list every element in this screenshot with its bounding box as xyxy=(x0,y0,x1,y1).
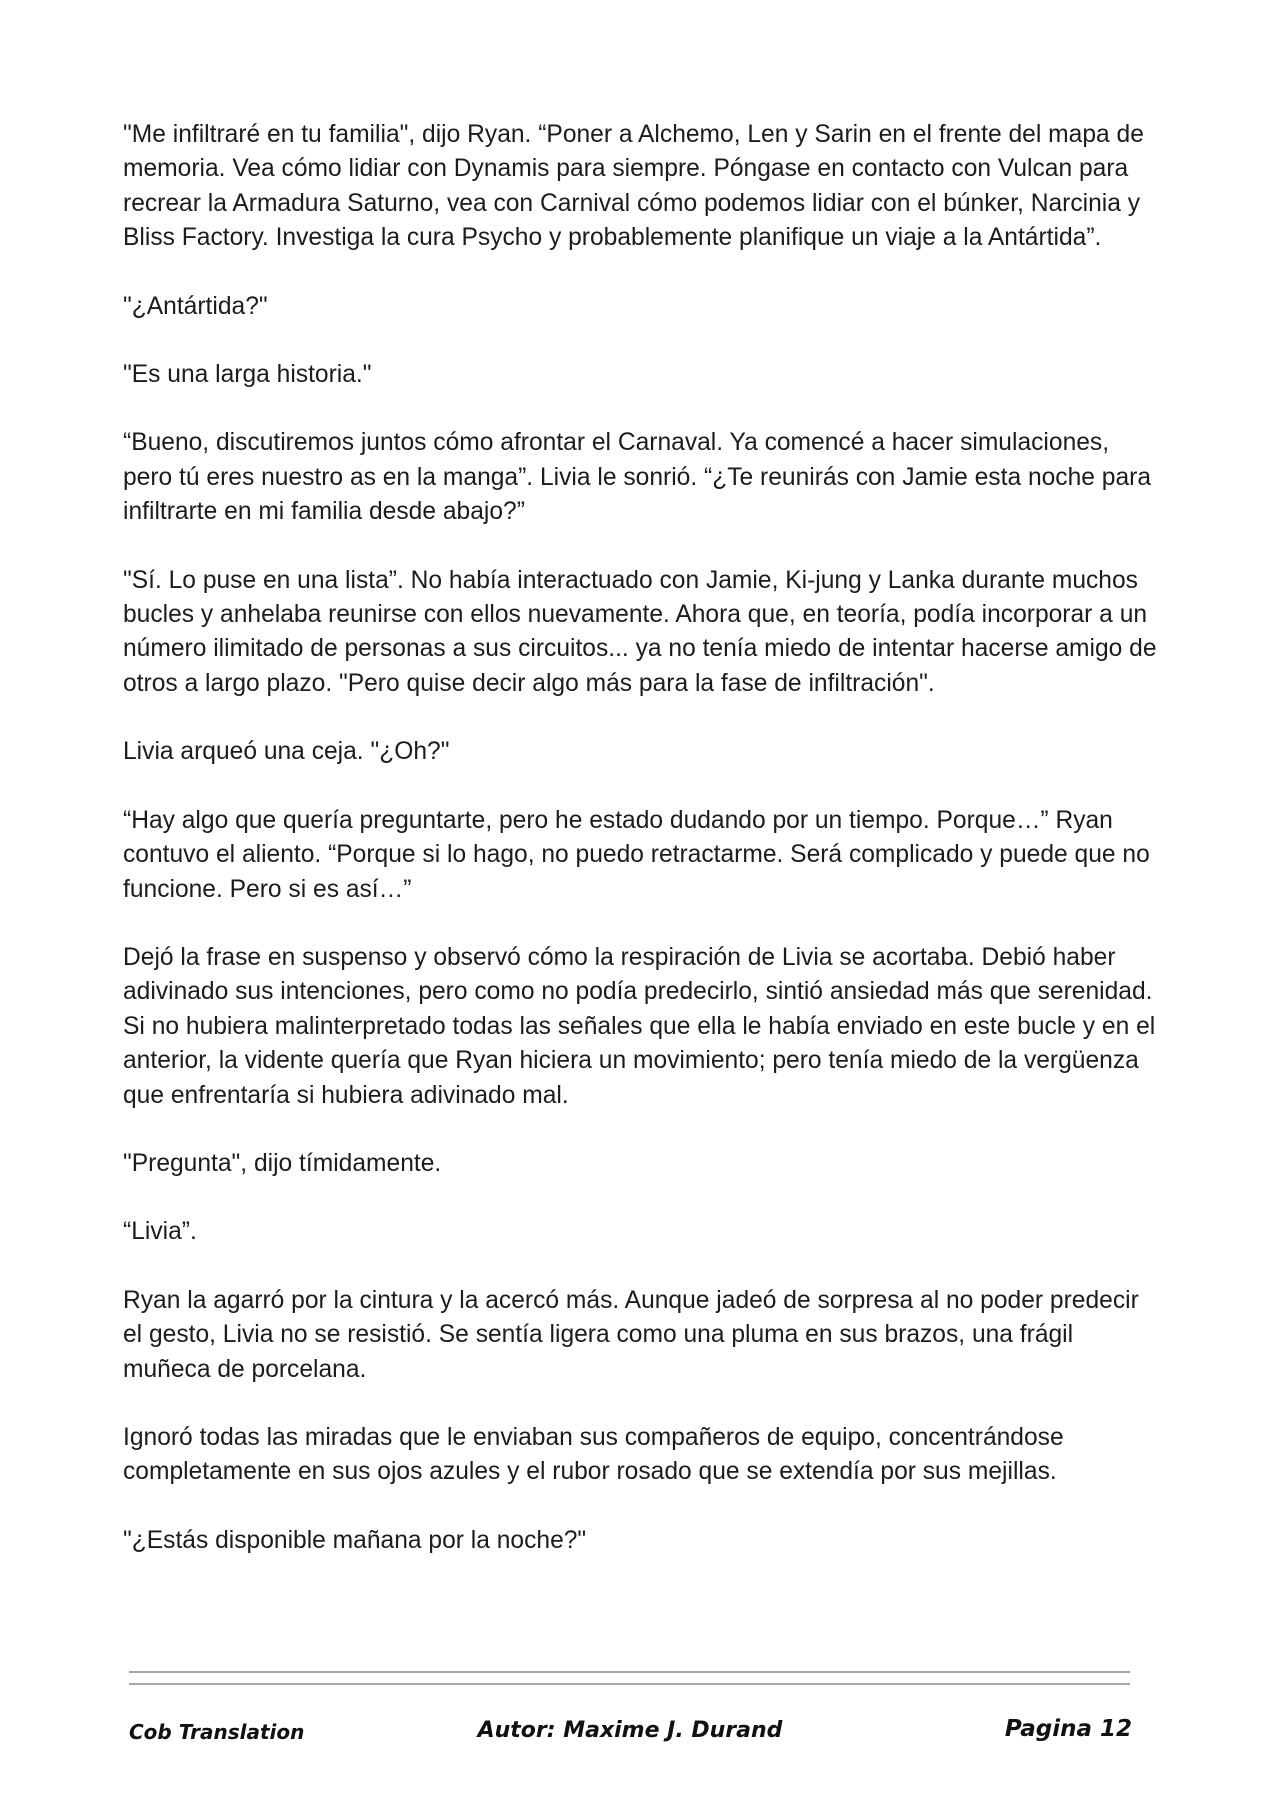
page-body xyxy=(123,118,1163,1558)
footer-divider xyxy=(129,1671,1130,1673)
paragraph: "Sí. Lo puse en una lista”. No había interactuado con Jamie, Ki-jung y Lanka durante muchos bucles y anhelaba reunirse con ellos nuevamente. Ahora que, en teoría, podía incorporar a un número ilimitado de personas a sus circuitos... ya no tenía miedo de intentar hacerse amigo de otros a largo plazo. "Pero quise decir algo más para la fase de infiltración". xyxy=(123,566,1157,697)
footer-page-number: Pagina 12 xyxy=(1004,1716,1132,1742)
paragraph: Ignoró todas las miradas que le enviaban sus compañeros de equipo, concentrándose completamente en sus ojos azules y el rubor rosado que se extendía por sus mejillas. xyxy=(123,1423,1064,1486)
page-footer xyxy=(0,1716,1280,1756)
paragraph: “Hay algo que quería preguntarte, pero he estado dudando por un tiempo. Porque…” Ryan contuvo el aliento. “Porque si lo hago, no puedo retractarme. Será complicado y puede que no funcione. Pero si es así…” xyxy=(123,806,1150,903)
paragraph: "Me infiltraré en tu familia", dijo Ryan. “Poner a Alchemo, Len y Sarin en el frente del mapa de memoria. Vea cómo lidiar con Dynamis para siempre. Póngase en contacto con Vulcan para recrear la Armadura Saturno, vea con Carnival cómo podemos lidiar con el búnker, Narcinia y Bliss Factory. Investiga la cura Psycho y probablemente planifique un viaje a la Antártida”. xyxy=(123,121,1144,252)
paragraph: Livia arqueó una ceja. "¿Oh?" xyxy=(123,738,450,766)
paragraph: “Livia”. xyxy=(123,1218,197,1246)
paragraph: “Bueno, discutiremos juntos cómo afrontar el Carnaval. Ya comencé a hacer simulaciones, pero tú eres nuestro as en la manga”. Livia le sonrió. “¿Te reunirás con Jamie esta noche para infiltrarte en mi familia desde abajo?” xyxy=(123,429,1152,526)
paragraph: Ryan la agarró por la cintura y la acercó más. Aunque jadeó de sorpresa al no poder predecir el gesto, Livia no se resistió. Se sentía ligera como una pluma en sus brazos, una frágil muñeca de porcelana. xyxy=(123,1286,1139,1383)
paragraph: "¿Estás disponible mañana por la noche?" xyxy=(123,1526,587,1554)
paragraph: "Es una larga historia." xyxy=(123,361,372,389)
paragraph: Dejó la frase en suspenso y observó cómo la respiración de Livia se acortaba. Debió haber adivinado sus intenciones, pero como no podía predecirlo, sintió ansiedad más que serenidad. Si no hubiera malinterpretado todas las señales que ella le había enviado en este bucle y en el anterior, la vidente quería que Ryan hiciera un movimiento; pero tenía miedo de la vergüenza que enfrentaría si hubiera adivinado mal. xyxy=(123,943,1156,1109)
footer-divider xyxy=(129,1683,1130,1685)
paragraph: "Pregunta", dijo tímidamente. xyxy=(123,1149,442,1177)
paragraph: "¿Antártida?" xyxy=(123,292,268,320)
footer-author: Autor: Maxime J. Durand xyxy=(477,1718,783,1743)
footer-translator: Cob Translation xyxy=(129,1720,305,1744)
